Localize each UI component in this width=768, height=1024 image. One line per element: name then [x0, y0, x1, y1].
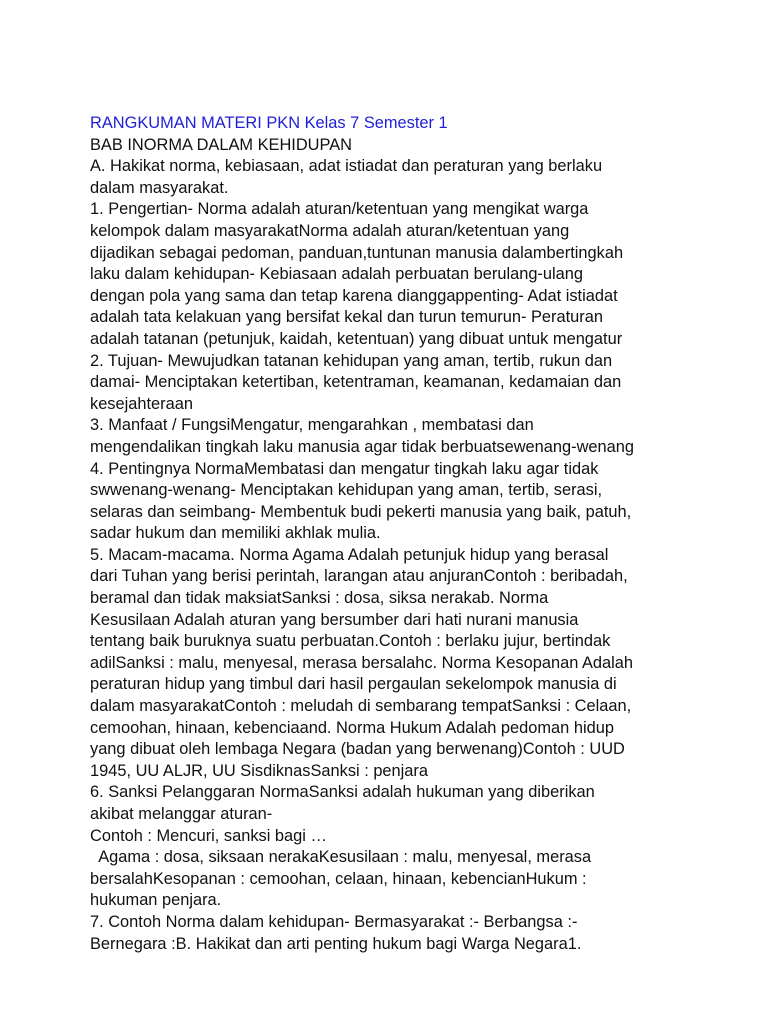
text-line: yang dibuat oleh lembaga Negara (badan yang berwenang)Contoh : UUD: [90, 740, 625, 759]
text-line: akibat melanggar aturan-: [90, 805, 273, 823]
text-line: dijadikan sebagai pedoman, panduan,tuntunan manusia dalambertingkah: [90, 243, 624, 262]
text-line: 3. Manfaat / FungsiMengatur, mengarahkan , membatasi dan: [90, 416, 534, 435]
text-line: Agama : dosa, siksaan nerakaKesusilaan : malu, menyesal, merasa: [90, 848, 592, 867]
text-line: 4. Pentingnya NormaMembatasi dan mengatur tingkah laku agar tidak: [90, 459, 599, 478]
text-line: kesejahteraan: [90, 394, 193, 413]
text-line: dengan pola yang sama dan tetap karena dianggappenting- Adat istiadat: [90, 286, 618, 305]
text-line: beramal dan tidak maksiatSanksi : dosa, siksa nerakab. Norma: [90, 589, 549, 608]
text-line: 1945, UU ALJR, UU SisdiknasSanksi : penjara: [90, 761, 428, 780]
text-line: 1. Pengertian- Norma adalah aturan/ketentuan yang mengikat warga: [90, 200, 589, 219]
text-line: swwenang-wenang- Menciptakan kehidupan yang aman, tertib, serasi,: [90, 481, 603, 500]
text-line: 5. Macam-macama. Norma Agama Adalah petunjuk hidup yang berasal: [90, 545, 609, 564]
section-heading-line: dalam masyarakat.: [90, 178, 229, 197]
document-title: RANGKUMAN MATERI PKN Kelas 7 Semester 1: [90, 114, 448, 132]
text-line: bersalahKesopanan : cemoohan, celaan, hinaan, kebencianHukum :: [90, 869, 587, 888]
text-line: peraturan hidup yang timbul dari hasil pergaulan sekelompok manusia di: [90, 675, 617, 694]
chapter-heading: BAB INORMA DALAM KEHIDUPAN: [90, 135, 353, 154]
text-line: tentang baik buruknya suatu perbuatan.Contoh : berlaku jujur, bertindak: [90, 632, 611, 651]
text-line: Kesusilaan Adalah aturan yang bersumber dari hati nurani manusia: [90, 610, 579, 629]
document-page: [90, 113, 760, 955]
text-line: 7. Contoh Norma dalam kehidupan- Bermasyarakat :- Berbangsa :-: [90, 912, 578, 931]
text-line: adilSanksi : malu, menyesal, merasa bersalahc. Norma Kesopanan Adalah: [90, 653, 634, 672]
text-line: mengendalikan tingkah laku manusia agar tidak berbuatsewenang-wenang: [90, 437, 634, 456]
text-line: damai- Menciptakan ketertiban, ketentraman, keamanan, kedamaian dan: [90, 373, 622, 392]
text-line: Bernegara :B. Hakikat dan arti penting hukum bagi Warga Negara1.: [90, 934, 582, 953]
text-line: kelompok dalam masyarakatNorma adalah aturan/ketentuan yang: [90, 221, 570, 240]
text-line: 2. Tujuan- Mewujudkan tatanan kehidupan yang aman, tertib, rukun dan: [90, 351, 613, 370]
text-line: dalam masyarakatContoh : meludah di sembarang tempatSanksi : Celaan,: [90, 697, 632, 716]
text-line: sadar hukum dan memiliki akhlak mulia.: [90, 524, 381, 543]
text-line: adalah tata kelakuan yang bersifat kekal dan turun temurun- Peraturan: [90, 308, 603, 327]
text-line: Contoh : Mencuri, sanksi bagi …: [90, 826, 327, 845]
text-line: 6. Sanksi Pelanggaran NormaSanksi adalah hukuman yang diberikan: [90, 783, 595, 802]
section-heading-line: A. Hakikat norma, kebiasaan, adat istiadat dan peraturan yang berlaku: [90, 157, 603, 176]
text-line: laku dalam kehidupan- Kebiasaan adalah perbuatan berulang-ulang: [90, 265, 583, 284]
text-line: cemoohan, hinaan, kebenciaand. Norma Hukum Adalah pedoman hidup: [90, 718, 614, 737]
text-line: selaras dan seimbang- Membentuk budi pekerti manusia yang baik, patuh,: [90, 502, 632, 521]
text-line: hukuman penjara.: [90, 891, 222, 910]
text-line: adalah tatanan (petunjuk, kaidah, ketentuan) yang dibuat untuk mengatur: [90, 329, 623, 348]
text-line: dari Tuhan yang berisi perintah, larangan atau anjuranContoh : beribadah,: [90, 567, 628, 586]
